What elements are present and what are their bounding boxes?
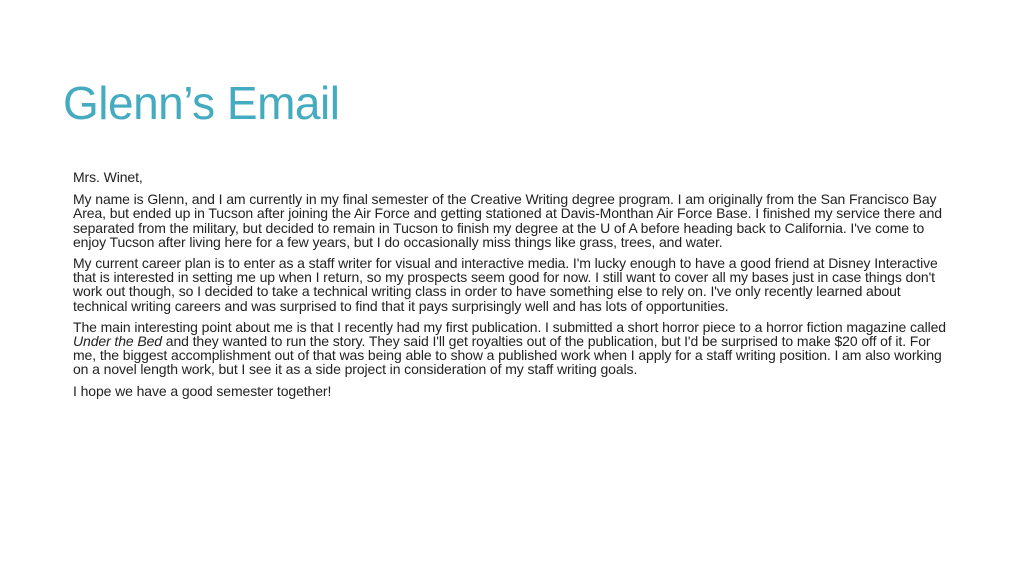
magazine-title: Under the Bed: [73, 333, 162, 350]
email-paragraph-intro: My name is Glenn, and I am currently in my final semester of the Creative Writing degree program. I am originally from the San Francisco Bay Area, but ended up in Tucson after joining the Air Force and getting stationed at Davis-Monthan Air Force Base. I finished my service there and separated from the military, but decided to remain in Tucson to finish my degree at the U of A before heading back to California. I've come to enjoy Tucson after living here for a few years, but I do occasionally miss things like grass, trees, and water.: [73, 191, 942, 250]
email-greeting: Mrs. Winet,: [73, 169, 143, 185]
email-closing: I hope we have a good semester together!: [73, 382, 332, 399]
email-paragraph-publication: [73, 320, 953, 377]
slide-title: Glenn’s Email: [63, 77, 340, 129]
publication-text-before: The main interesting point about me is that I recently had my first publication. I submitted a short horror piece to a horror fiction magazine called: [73, 318, 946, 335]
publication-text-after: and they wanted to run the story. They said I'll get royalties out of the publication, but I'd be surprised to make $20 off of it. For me, the biggest accomplishment out of that was being able to show a published work when I apply for a staff writing position. I am also working on a novel length work, but I see it as a side project in consideration of my staff writing goals.: [73, 333, 942, 378]
email-paragraph-career: My current career plan is to enter as a staff writer for visual and interactive media. I'm lucky enough to have a good friend at Disney Interactive that is interested in setting me up when I return, so my prospects seem good for now. I still want to cover all my bases just in case things don't work out though, so I decided to take a technical writing class in order to have something else to rely on. I've only recently learned about technical writing careers and was surprised to find that it pays surprisingly well and has lots of opportunities.: [73, 255, 938, 314]
email-body: [73, 170, 953, 405]
